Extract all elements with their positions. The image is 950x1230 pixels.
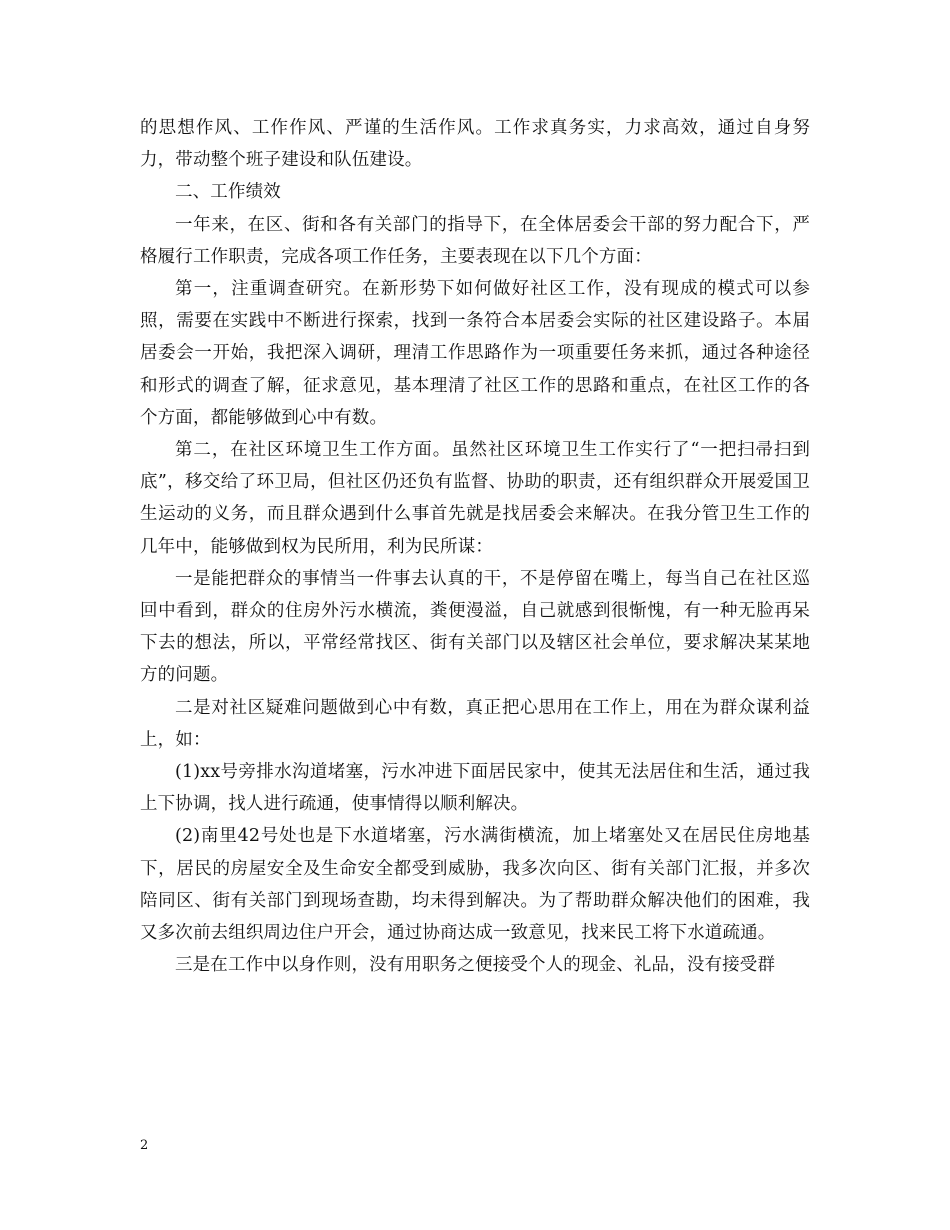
paragraph: 的思想作风、工作作风、严谨的生活作风。工作求真务实，力求高效，通过自身努力，带动整个班子建设和队伍建设。 <box>140 118 810 171</box>
paragraph: 一年来，在区、街和各有关部门的指导下，在全体居委会干部的努力配合下，严格履行工作职责，完成各项工作任务，主要表现在以下几个方面： <box>140 214 810 267</box>
paragraph: 一是能把群众的事情当一件事去认真的干，不是停留在嘴上，每当自己在社区巡回中看到，群众的住房外污水横流，粪便漫溢，自己就感到很惭愧，有一种无脸再呆下去的想法，所以，平常经常找区、街有关部门以及辖区社会单位，要求解决某某地方的问题。 <box>140 568 810 686</box>
paragraph: 第二，在社区环境卫生工作方面。虽然社区环境卫生工作实行了“一把扫帚扫到底”，移交给了环卫局，但社区仍还负有监督、协助的职责，还有组织群众开展爱国卫生运动的义务，而且群众遇到什么事首先就是找居委会来解决。在我分管卫生工作的几年中，能够做到权为民所用，利为民所谋： <box>140 440 810 557</box>
paragraph: 第一，注重调查研究。在新形势下如何做好社区工作，没有现成的模式可以参照，需要在实践中不断进行探索，找到一条符合本居委会实际的社区建设路子。本届居委会一开始，我把深入调研，理清工作思路作为一项重要任务来抓，通过各种途径和形式的调查了解，征求意见，基本理清了社区工作的思路和重点，在社区工作的各个方面，都能够做到心中有数。 <box>140 279 810 428</box>
paragraph: 三是在工作中以身作则，没有用职务之便接受个人的现金、礼品，没有接受群 <box>175 955 776 976</box>
list-item: (2)南里42号处也是下水道堵塞，污水满街横流，加上堵塞处又在居民住房地基下，居民的房屋安全及生命安全都受到威胁，我多次向区、街有关部门汇报，并多次陪同区、街有关部门到现场查勘，均未得到解决。为了帮助群众解决他们的困难，我又多次前去组织周边住户开会，通过协商达成一致意见，找来民工将下水道疏通。 <box>140 826 810 944</box>
list-item: (1)xx号旁排水沟道堵塞，污水冲进下面居民家中，使其无法居住和生活，通过我上下协调，找人进行疏通，使事情得以顺利解决。 <box>140 762 810 815</box>
section-heading: 二、工作绩效 <box>175 182 281 203</box>
paragraph: 二是对社区疑难问题做到心中有数，真正把心思用在工作上，用在为群众谋利益上，如： <box>140 697 810 750</box>
document-body <box>140 112 810 981</box>
page-number: 2 <box>140 1138 149 1153</box>
